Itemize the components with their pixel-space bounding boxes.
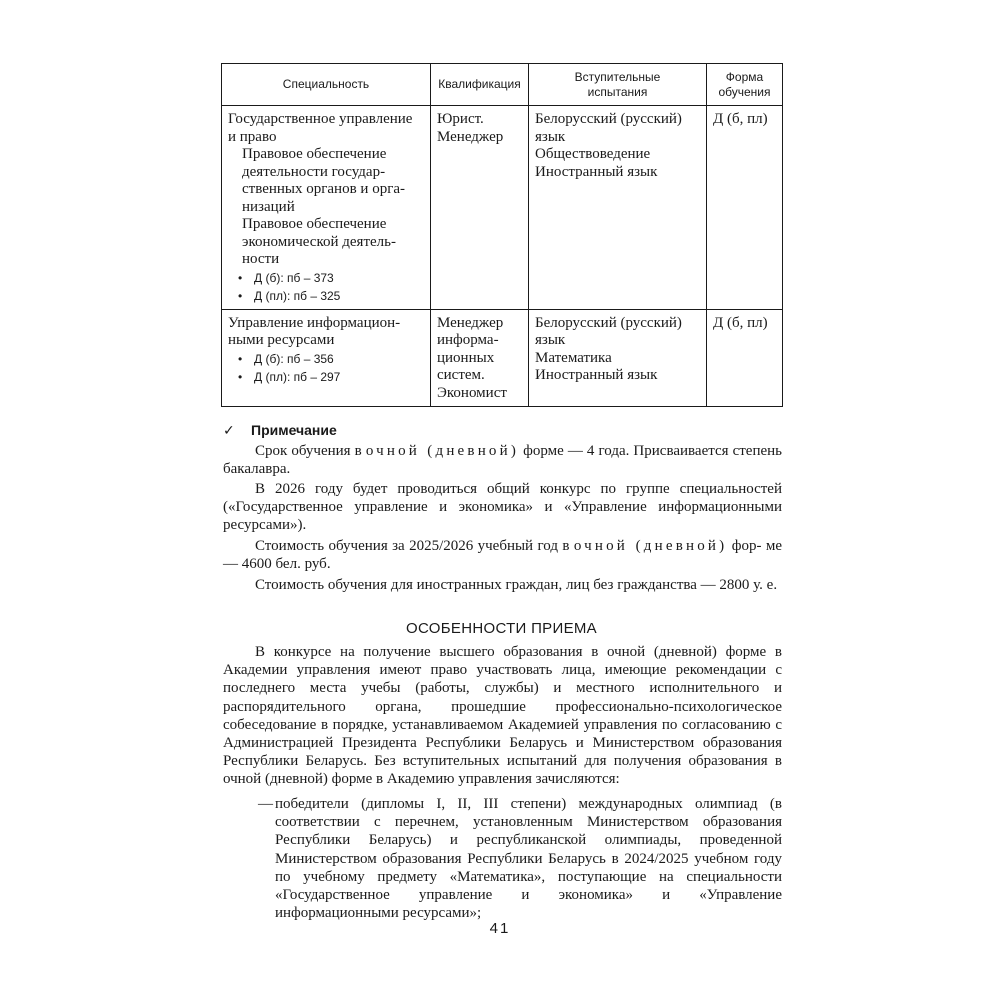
profile-line: ственных органов и орга- [242,181,406,197]
exam-line: Обществоведение [535,146,651,162]
profile-line: Правовое обеспечение [242,146,387,162]
exams-cell [529,106,707,310]
list-item [258,795,782,922]
profile-line: деятельности государ- [242,163,386,180]
specialty-title-line1: Государственное управление [228,111,413,127]
qualification-line: Менеджер [437,314,504,331]
qualification-line: Экономист [437,384,507,401]
note-heading [223,421,337,439]
form-cell [707,309,783,407]
bullet-icon: • [238,369,243,384]
qualification-cell [431,106,529,310]
profile-line: Правовое обеспечение [242,216,387,232]
specialty-title-line1: Управление информацион- [228,314,401,331]
body-paragraph: В конкурсе на получение высшего образования в очной (дневной) форме в Академии управления имеют право участвовать лица, имеющие рекомендации с последнего места учебы (работы, службы) и местного исполнительного и распорядительного органа, прошедшие профессионально-психологическое собеседование в порядке, устанавливаемом Академией управления по согласованию с Администрацией Президента Республики Беларусь и Министерством образования Республики Беларусь. Без вступительных испытаний для получения образования в очной (дневной) форме в Академию управления зачисляются: [223,644,782,788]
form-value: Д (б, пл) [713,314,768,331]
passing-score-item: • Д (пл): пб – 297 [238,369,341,384]
table-row [222,106,783,310]
dash-marker: — [258,796,273,812]
qualification-line: Менеджер [437,128,504,145]
bullet-icon: • [238,351,243,366]
specialty-cell [222,309,431,407]
exam-line: Иностранный язык [535,367,658,383]
exam-line: Иностранный язык [535,163,658,180]
form-cell [707,106,783,310]
note-paragraph: Стоимость обучения за 2025/2026 учебный год в очной (дневной) фор- ме — 4600 бел. руб. [223,538,783,573]
form-value: Д (б, пл) [713,111,768,127]
spaced-emphasis: очной (дневной) [365,443,520,459]
specialties-table [221,63,783,407]
specialty-cell [222,106,431,310]
exam-line: Белорусский (русский) [535,111,682,127]
list-item-text: победители (дипломы I, II, III степени) международных олимпиад (в соответствии с перечнем, установленным Министерством образования Республики Беларусь) и республиканской олимпиады, проведенной Министерством образования Республики Беларусь в 2024/2025 учебном году по учебному предмету «Математика», поступающие на специальности «Государственное управление и экономика» и «Управление информационными ресурсами»; [275,796,782,922]
checkmark-icon: ✓ [223,422,235,438]
table-header-row [222,64,783,106]
exams-cell [529,309,707,407]
bullet-icon: • [238,270,243,285]
note-paragraph: Стоимость обучения для иностранных граждан, лиц без гражданства — 2800 у. е. [255,577,778,593]
bullet-icon: • [238,288,243,303]
profile-line: ности [242,251,280,267]
exam-line: Математика [535,349,612,366]
header-form-line2: обучения [718,84,771,99]
page-number: 41 [489,920,511,937]
passing-score-item: • Д (б): пб – 373 [238,270,334,285]
note-title: Примечание [251,422,337,438]
exam-line: Белорусский (русский) [535,314,682,331]
note-paragraph: В 2026 году будет проводиться общий конкурс по группе специальностей («Государственное управление и экономика» и «Управление информационными ресурсами»). [223,481,782,534]
qualification-line: информа- [437,332,499,348]
qualification-line: ционных [437,349,495,366]
qualification-line: Юрист. [437,111,484,127]
table-row [222,309,783,407]
exam-line: язык [535,128,566,145]
passing-score-item: • Д (б): пб – 356 [238,351,334,366]
header-form-line1: Форма [725,69,764,84]
specialty-title-line2: и право [228,128,277,145]
qualification-cell [431,309,529,407]
header-exams-line2: испытания [587,84,648,99]
qualification-line: систем. [437,367,485,383]
header-exams-line1: Вступительные [574,69,661,84]
header-specialty: Специальность [222,64,431,106]
specialty-title-line2: ными ресурсами [228,332,335,348]
passing-score-item: • Д (пл): пб – 325 [238,288,341,303]
header-qualification: Квалификация [431,64,529,106]
profile-line: низаций [242,198,295,215]
note-paragraph: Срок обучения в очной (дневной) форме — 4 года. Присваивается степень бакалавра. [223,443,783,478]
header-form [707,64,783,106]
section-heading: ОСОБЕННОСТИ ПРИЕМА [406,620,597,637]
spaced-emphasis: очной (дневной) [573,538,728,554]
header-exams [529,64,707,106]
profile-line: экономической деятель- [242,233,396,250]
exam-line: язык [535,332,566,348]
